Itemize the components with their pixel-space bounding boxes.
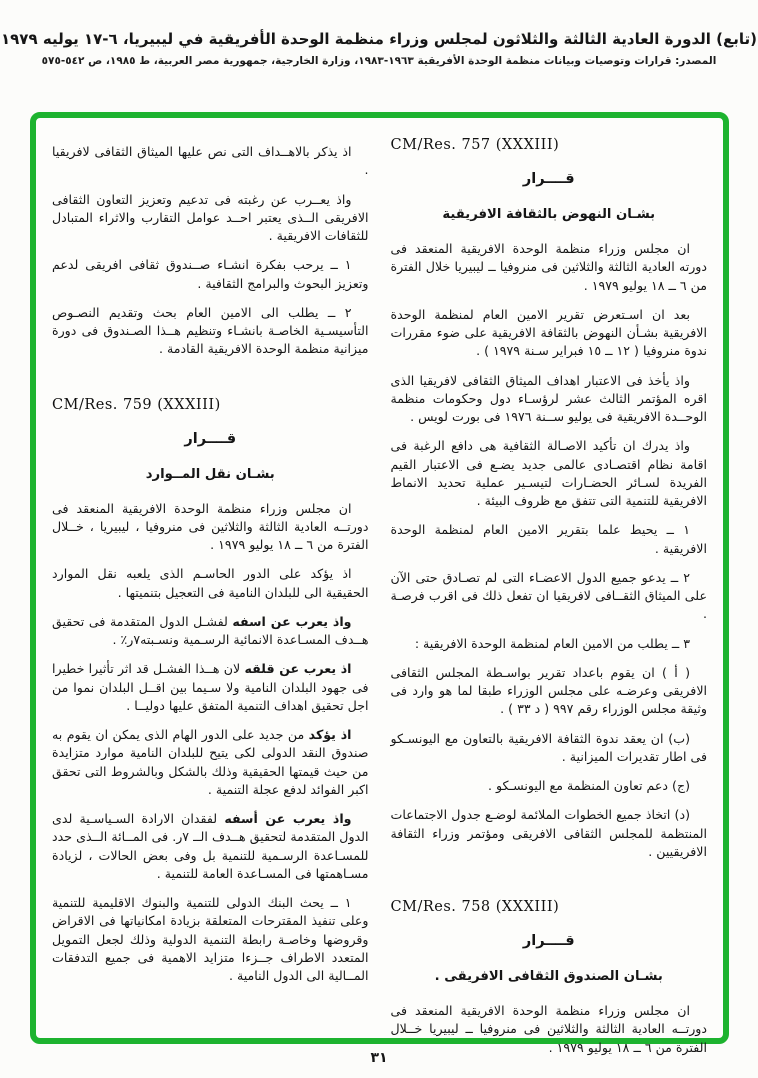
resolution-subject: بشـان الصندوق الثقافى الافريقى . (434, 969, 663, 984)
paragraph: ١ ــ يحث البنك الدولى للتنمية والبنوك الاقليمية للتنمية وعلى تنفيذ المقترحات المتعلقة بزيادة امكانياتها فى الاقراض وقروضها وخاصـة رابطة التنمية الدولية وذلك لجعل التمويل المتعدد الاطراف جــزءا متزايد الاهمية فى جميع التدفقات المــالية الى الدول النامية . (52, 895, 369, 983)
decree-heading: قــــرار (522, 933, 575, 949)
paragraph: (ج) دعم تعاون المنظمة مع اليونسـكو . (488, 778, 690, 793)
paragraph (52, 613, 369, 650)
paragraph: ان مجلس وزراء منظمة الوحدة الافريقية المنعقد فى دورتــه العادية الثالثة والثلاثين فى منروفيا ــ ليبيريا خــلال الفترة من ٦ ــ ١٨ يوليو ١٩٧٩ . (390, 1003, 707, 1055)
paragraph: واذ يعــرب عن رغبته فى تدعيم وتعزيز التعاون الثقافى الافريقى الــذى يعتبر احــد عوامل التقارب والاثراء المتبادل للثقافات الافريقية . (52, 191, 369, 243)
left-column (52, 133, 369, 1028)
paragraph-lead: اذ يؤكد (308, 727, 352, 742)
paragraph: (ب) ان يعقد ندوة الثقافة الافريقية بالتعاون مع اليونسـكو فى اطار تقديرات الميزانية . (390, 730, 707, 764)
paragraph: ١ ــ يحيط علما بتقرير الامين العام لمنظمة الوحدة الافريقية . (390, 522, 707, 556)
green-border-frame (30, 112, 729, 1055)
paragraph (52, 726, 369, 799)
resolution-number: CM/Res. 759 (XXXIII) (52, 396, 221, 413)
resolution-number: CM/Res. 757 (XXXIII) (390, 137, 560, 153)
paragraph (52, 810, 369, 883)
paragraph: اذ يذكر بالاهــداف التى نص عليها الميثاق الثقافى لافريقيا . (52, 144, 369, 178)
paragraph: اذ يؤكد على الدور الحاسـم الذى يلعبه نقل الموارد الحقيقية الى للبلدان النامية فى التعجيل بتنميتها . (52, 566, 369, 600)
paragraph: ان مجلس وزراء منظمة الوحدة الافريقية المنعقد فى دورتــه العادية الثالثة والثلاثين فى منروفيا ، ليبيريا ، خــلال الفترة من ٦ ــ ١٨ يوليو ١٩٧٩ . (52, 500, 369, 552)
paragraph: بعد ان اسـتعرض تقرير الامين العام لمنظمة الوحدة الافريقية بشـأن النهوض بالثقافة الافريقية على ضوء مقررات ندوة منروفيا ( ١٢ ــ ١٥ فبراير سـنة ١٩٧٩ ) . (390, 306, 707, 359)
decree-heading: قــــرار (522, 171, 575, 187)
paragraph: واذ يأخذ فى الاعتبار اهداف الميثاق الثقافى لافريقيا الذى اقره المؤتمر الثالث عشر لرؤسـاء دول وحكومات منظمة الوحــدة الافريقية فى يوليو ســنة ١٩٧٦ فى بورت لويس . (390, 372, 707, 424)
paragraph: ١ ــ يرحب بفكرة انشـاء صــندوق ثقافى افريقى لدعم وتعزيز البحوث والبرامج الثقافية . (52, 257, 369, 291)
paragraph (52, 660, 369, 715)
paragraph: ان مجلس وزراء منظمة الوحدة الافريقية المنعقد فى دورته العادية الثالثة والثلاثين فى منروفيا ــ ليبيريا خلال الفترة من ٦ ــ ١٨ يوليو ١٩٧٩ . (390, 241, 707, 293)
paragraph: ٣ ــ يطلب من الامين العام لمنظمة الوحدة الافريقية : (414, 635, 690, 651)
page-number: ٣١ (370, 1050, 388, 1066)
paragraph: واذ يدرك ان تأكيد الاصـالة الثقافية هى دافع الرغبة فى اقامة نظام اقتصـادى عالمى جديد يضـع فى الاعتبار القيم الفريدة لسـائر الحضـارات لتيسـير عملية تحديد الانماط الافريقية للتنمية التى تتفق مع ظروف البيئة . (390, 438, 707, 508)
paragraph: ( أ ) ان يقوم باعداد تقرير بواسـطة المجلس الثقافى الافريقى وعرضـه على مجلس الوزراء طبقا لما هو وارد فى وثيقة مجلس الوزراء رقم ٩٩٧ ( د ٣٣ ) . (390, 664, 707, 717)
paragraph-text: لفقدان الارادة السـياسـية لدى الدول المتقدمة لتحقيق هــدف الــ ٧ر. فى المــائة الــذى حدد للمسـاعدة الرسـمية للتنمية بل وفى بعض الحالات ، لزيادة مسـاهمتها فى المسـاعدة العامة للتنمية . (52, 811, 369, 881)
page-title: (تابع) الدورة العادية الثالثة والثلاثون لمجلس وزراء منظمة الوحدة الأفريقية في ليبيريا، ٦-١٧ يوليه ١٩٧٩ (1, 30, 757, 48)
paragraph: ٢ ــ يطلب الى الامين العام بحث وتقديم النصـوص التأسيسـية الخاصـة بانشـاء وتنظيم هــذا الصـندوق فى دورة ميزانية منظمة الوحدة الافريقية القادمة . (52, 304, 369, 357)
paragraph-lead: واذ يعرب عن اسفه (232, 613, 352, 629)
two-column-text (52, 133, 707, 1055)
paragraph-text: من جديد على الدور الهام الذى يمكن ان يقوم به صندوق النقد الدولى لكى يتيح للبلدان النامية موارد متزايدة من حيث قيمتها الحقيقية وذلك بالشكل وبالشروط التى تحقق اكبر الفوائد لدفع عجلة التنمية . (52, 727, 369, 797)
paragraph: (د) اتخاذ جميع الخطوات الملائمة لوضـع جدول الاجتماعات المنتظمة للمجلس الثقافى الافريقى ومؤتمر وزراء الثقافة الافريقيين . (390, 807, 707, 859)
decree-heading: قــــرار (184, 430, 237, 447)
paragraph-lead: واذ يعرب عن أسفه (224, 811, 352, 826)
paragraph: ٢ ــ يدعو جميع الدول الاعضـاء التى لم تصـادق حتى الآن على الميثاق الثقــافى لافريقيا ان تفعل ذلك فى اقرب فرصـة . (390, 569, 707, 622)
paragraph-text: لفشـل الدول المتقدمة فى تحقيق هــدف المسـاعدة الانمائية الرسـمية ونسـبته٧ر٪ . (52, 613, 369, 647)
paragraph-lead: اذ يعرب عن قلقه (244, 661, 352, 677)
page-header (0, 0, 758, 67)
resolution-number: CM/Res. 758 (XXXIII) (390, 899, 560, 915)
resolution-subject: بشـان نقل المــوارد (145, 466, 275, 482)
resolution-subject: بشـان النهوض بالثقافة الافريقية (442, 207, 656, 222)
source-citation: المصدر: قرارات وتوصيات وبيانات منظمة الوحدة الأفريقية ١٩٦٣-١٩٨٣، وزارة الخارجية، جمهورية مصر العربية، ط ١٩٨٥، ص ٥٤٢-٥٧٥ (41, 55, 717, 67)
paragraph-text: لان هــذا الفشـل قد اثر تأثيرا خطيرا فى جهود البلدان النامية ولا سـيما بين اقــل البلدان نموا من اجل تحقيق اهداف التنمية المتفق عليها دوليــا . (52, 661, 369, 713)
right-column (390, 133, 708, 1055)
